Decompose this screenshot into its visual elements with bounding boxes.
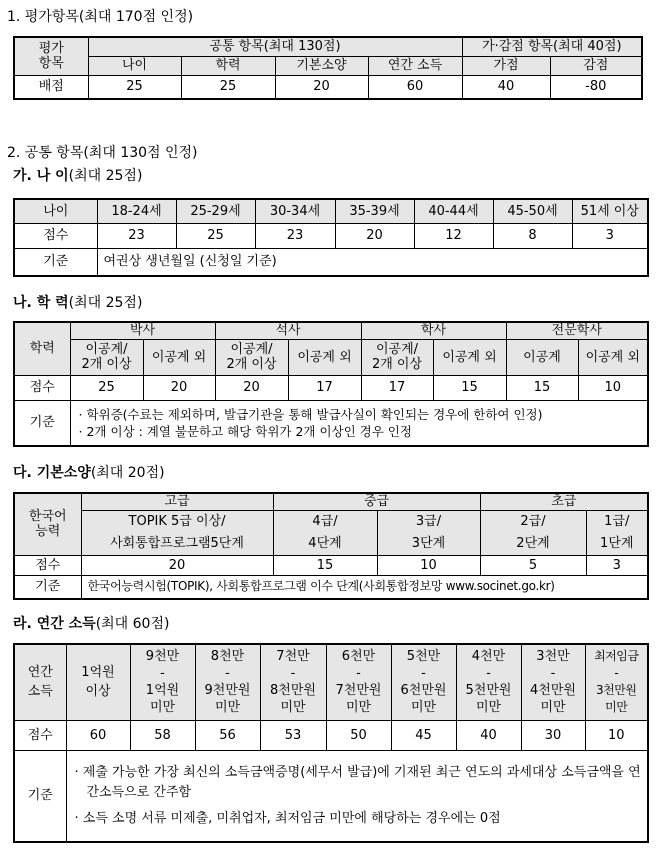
column-header: 연간 소득 (368, 56, 462, 75)
age-table (13, 198, 649, 277)
score-cell: 58 (130, 720, 195, 750)
column-header: 기본소양 (275, 56, 368, 75)
value-cell: 40 (462, 75, 550, 99)
level-group: 초급 (480, 493, 648, 510)
education-table (13, 321, 649, 447)
score-cell: 10 (585, 720, 648, 750)
score-label: 점수 (14, 555, 81, 575)
education-row-header: 학력 (14, 322, 70, 375)
age-column: 40-44세 (414, 199, 493, 223)
score-cell: 20 (81, 555, 273, 575)
degree-subheader: 이공계/ 2개 이상 (70, 339, 143, 375)
score-cell: 53 (260, 720, 326, 750)
score-cell: 45 (391, 720, 456, 750)
score-cell: 10 (377, 555, 480, 575)
score-cell: 8 (493, 223, 572, 248)
age-title: 가. 나 이(최대 25점) (13, 168, 143, 184)
column-header: 가점 (462, 56, 550, 75)
value-cell: 25 (88, 75, 181, 99)
income-row-header: 연간 소득 (14, 644, 66, 720)
education-title: 나. 학 력(최대 25점) (13, 295, 143, 311)
value-cell: 60 (368, 75, 462, 99)
level-subheader: 1급/ 1단계 (586, 510, 648, 555)
score-cell: 30 (521, 720, 585, 750)
bonus-items-header: 가·감점 항목(최대 40점) (462, 37, 642, 56)
score-cell: 23 (97, 223, 176, 248)
score-cell: 3 (572, 223, 648, 248)
criteria-label: 기준 (14, 750, 66, 842)
score-cell: 20 (143, 375, 215, 400)
criteria-label: 기준 (14, 575, 81, 599)
income-title: 라. 연간 소득(최대 60점) (13, 616, 170, 632)
score-cell: 17 (288, 375, 361, 400)
income-column: 4천만 - 5천만원 미만 (456, 644, 521, 720)
income-column: 5천만 - 6천만원 미만 (391, 644, 456, 720)
criteria-text: 한국어능력시험(TOPIK), 사회통합프로그램 이수 단계(사회통합정보망 www.socinet.go.kr) (81, 575, 648, 599)
corner-cell: 평가 항목 (14, 37, 88, 75)
degree-subheader: 이공계/ 2개 이상 (361, 339, 433, 375)
evaluation-items-table (13, 36, 643, 100)
column-header: 감점 (550, 56, 642, 75)
criteria-label: 기준 (14, 400, 70, 446)
degree-group: 학사 (361, 322, 506, 339)
degree-subheader: 이공계 (506, 339, 578, 375)
level-group: 중급 (273, 493, 480, 510)
income-column: 9천만 - 1억원 미만 (130, 644, 195, 720)
degree-group: 석사 (215, 322, 361, 339)
income-column: 7천만 - 8천만원 미만 (260, 644, 326, 720)
level-subheader: 2급/ 2단계 (480, 510, 586, 555)
income-column: 3천만 - 4천만원 미만 (521, 644, 585, 720)
score-cell: 20 (335, 223, 414, 248)
common-items-header: 공통 항목(최대 130점) (88, 37, 462, 56)
age-column: 30-34세 (255, 199, 335, 223)
score-cell: 10 (578, 375, 648, 400)
score-cell: 50 (326, 720, 391, 750)
value-cell: -80 (550, 75, 642, 99)
level-group: 고급 (81, 493, 273, 510)
row-label: 배점 (14, 75, 88, 99)
basic-title: 다. 기본소양(최대 20점) (13, 465, 165, 481)
criteria-bullet: · 소득 소명 서류 미제출, 미취업자, 최저임금 미만에 해당하는 경우에는 0점 (74, 810, 501, 826)
score-label: 점수 (14, 720, 66, 750)
value-cell: 20 (275, 75, 368, 99)
section1-title: 1. 평가항목(최대 170점 인정) (7, 9, 194, 25)
degree-group: 전문학사 (506, 322, 648, 339)
age-column: 18-24세 (97, 199, 176, 223)
income-column: 8천만 - 9천만원 미만 (195, 644, 260, 720)
criteria-bullet: · 제출 가능한 가장 최신의 소득금액증명(세무서 발급)에 기재된 최근 연도의 과세대상 소득금액을 연간소득으로 간주함 (74, 764, 641, 800)
degree-subheader: 이공계 외 (288, 339, 361, 375)
section2-title: 2. 공통 항목(최대 130점 인정) (7, 145, 198, 161)
basic-table (13, 492, 649, 600)
criteria-bullet: · 학위증(수료는 제외하며, 발급기관을 통해 발급사실이 확인되는 경우에 한하여 인정) (78, 406, 543, 422)
degree-subheader: 이공계 외 (433, 339, 506, 375)
score-cell: 20 (215, 375, 288, 400)
score-cell: 25 (176, 223, 255, 248)
value-cell: 25 (181, 75, 275, 99)
age-column: 25-29세 (176, 199, 255, 223)
score-cell: 5 (480, 555, 586, 575)
criteria-text: 여권상 생년월일 (신청일 기준) (97, 248, 648, 276)
income-column: 최저임금 - 3천만원 미만 (585, 644, 648, 720)
age-column: 51세 이상 (572, 199, 648, 223)
score-cell: 40 (456, 720, 521, 750)
score-cell: 17 (361, 375, 433, 400)
column-header: 학력 (181, 56, 275, 75)
criteria-text (70, 400, 648, 446)
score-cell: 15 (433, 375, 506, 400)
income-column: 1억원 이상 (66, 644, 130, 720)
age-header-label: 나이 (14, 199, 97, 223)
degree-subheader: 이공계 외 (143, 339, 215, 375)
score-cell: 25 (70, 375, 143, 400)
column-header: 나이 (88, 56, 181, 75)
degree-group: 박사 (70, 322, 215, 339)
score-cell: 12 (414, 223, 493, 248)
degree-subheader: 이공계 외 (578, 339, 648, 375)
income-table (13, 643, 649, 843)
score-cell: 23 (255, 223, 335, 248)
criteria-text (66, 750, 648, 842)
level-subheader: 4급/ 4단계 (273, 510, 377, 555)
score-cell: 15 (273, 555, 377, 575)
score-cell: 3 (586, 555, 648, 575)
score-cell: 56 (195, 720, 260, 750)
score-cell: 60 (66, 720, 130, 750)
age-column: 45-50세 (493, 199, 572, 223)
score-label: 점수 (14, 223, 97, 248)
criteria-bullet: · 2개 이상 : 계열 불문하고 해당 학위가 2개 이상인 경우 인정 (78, 423, 412, 439)
score-label: 점수 (14, 375, 70, 400)
degree-subheader: 이공계/ 2개 이상 (215, 339, 288, 375)
age-column: 35-39세 (335, 199, 414, 223)
level-subheader: 3급/ 3단계 (377, 510, 480, 555)
criteria-label: 기준 (14, 248, 97, 276)
level-subheader: TOPIK 5급 이상/ 사회통합프로그램5단계 (81, 510, 273, 555)
basic-row-header: 한국어 능력 (14, 493, 81, 555)
score-cell: 15 (506, 375, 578, 400)
income-column: 6천만 - 7천만원 미만 (326, 644, 391, 720)
